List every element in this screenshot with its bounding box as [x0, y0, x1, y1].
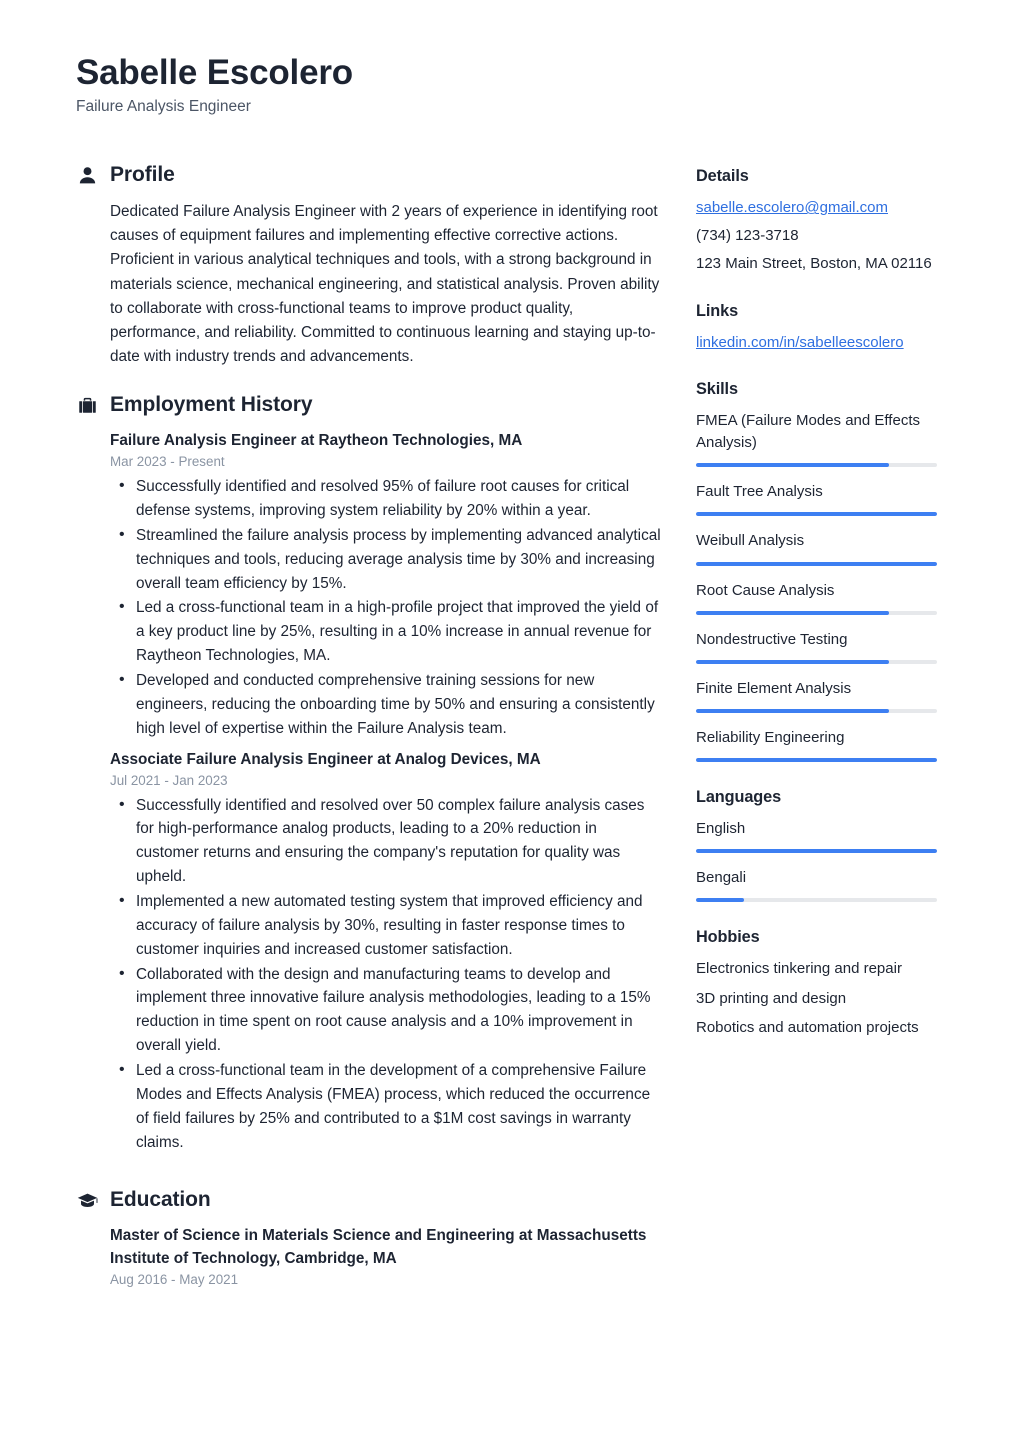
skill-level-bar [696, 463, 937, 467]
language-level-bar [696, 898, 937, 902]
sidebar-section-links [696, 302, 960, 355]
bullet-item: • Successfully identified and resolved over 50 complex failure analysis cases for high-performance analog products, leading to a 20% reduction in customer returns and ensuring the company's reputation for quality was upheld. [110, 794, 664, 889]
bullet-item: • Developed and conducted comprehensive training sessions for new engineers, reducing the onboarding time by 50% and ensuring a consistently high level of expertise within the Failure Analysis team. [110, 669, 664, 741]
language-label: Bengali [696, 868, 747, 886]
section-title-education: Education [110, 1188, 211, 1212]
skill-level-bar [696, 709, 937, 713]
section-header-education [76, 1188, 664, 1212]
briefcase-icon [76, 394, 98, 416]
email-link[interactable]: sabelle.escolero@gmail.com [696, 199, 888, 217]
skill-label: Root Cause Analysis [696, 581, 835, 599]
phone-number: (734) 123-3718 [696, 226, 799, 244]
employment-entry-title: Failure Analysis Engineer at Raytheon Technologies, MA [110, 432, 523, 450]
education-entry [110, 1225, 664, 1289]
sidebar-section-hobbies [696, 928, 960, 1040]
employment-entry-title: Associate Failure Analysis Engineer at Analog Devices, MA [110, 750, 541, 768]
sidebar-title-details: Details [696, 167, 749, 186]
hobby-item: 3D printing and design [696, 989, 847, 1007]
section-header-profile [76, 163, 664, 187]
sidebar-section-details [696, 167, 960, 275]
profile-summary-text: Dedicated Failure Analysis Engineer with 2 years of experience in identifying root causes of equipment failures and implementing effective corrective actions. Proficient in various analytical techniques and tools, with a strong background in materials science, mechanical engineering, and statistical analysis. Proven ability to collaborate with cross-functional teams to improve product quality, performance, and reliability. Committed to continuous learning and staying up-to-date with industry trends and advancements. [110, 203, 660, 366]
skill-item [696, 629, 960, 664]
hobby-item: Robotics and automation projects [696, 1019, 919, 1037]
skill-level-bar [696, 512, 937, 516]
section-title-employment: Employment History [110, 393, 313, 417]
skill-item [696, 530, 960, 565]
section-header-employment [76, 393, 664, 417]
skill-label: Weibull Analysis [696, 532, 805, 550]
main-column [76, 163, 664, 1313]
skill-level-fill [696, 660, 889, 664]
skill-item [696, 678, 960, 713]
skill-level-fill [696, 463, 889, 467]
skill-level-bar [696, 758, 937, 762]
skill-level-fill [696, 512, 937, 516]
section-employment-history [76, 393, 664, 1154]
language-item [696, 818, 960, 853]
education-entry-date: Aug 2016 - May 2021 [110, 1271, 239, 1287]
skill-label: Nondestructive Testing [696, 630, 848, 648]
skill-level-fill [696, 709, 889, 713]
section-body-education [76, 1225, 664, 1289]
skill-item [696, 410, 960, 467]
skill-item [696, 580, 960, 615]
resume-header [76, 52, 960, 117]
graduation-cap-icon [76, 1189, 98, 1211]
employment-entry-date: Jul 2021 - Jan 2023 [110, 772, 228, 788]
bullet-item: • Led a cross-functional team in the development of a comprehensive Failure Modes and Effects Analysis (FMEA) process, which reduced the occurrence of field failures by 25% and contributed to a $1M cost savings in warranty claims. [110, 1059, 664, 1154]
skill-level-bar [696, 562, 937, 566]
skill-level-bar [696, 611, 937, 615]
bullet-item: • Streamlined the failure analysis process by implementing advanced analytical techniques and tools, reducing average analysis time by 30% and increasing overall team efficiency by 15%. [110, 524, 664, 596]
sidebar-title-hobbies: Hobbies [696, 927, 760, 946]
skill-label: FMEA (Failure Modes and Effects Analysis) [696, 412, 920, 452]
sidebar-title-languages: Languages [696, 787, 782, 806]
skill-level-fill [696, 562, 937, 566]
education-entry-title: Master of Science in Materials Science and Engineering at Massachusetts Institute of Technology, Cambridge, MA [110, 1227, 647, 1267]
employment-entry [110, 749, 664, 1155]
bullet-item: • Implemented a new automated testing system that improved efficiency and accuracy of failure analysis by 30%, resulting in faster response times to customer inquiries and increased customer satisfaction. [110, 890, 664, 962]
section-education [76, 1188, 664, 1289]
hobby-item: Electronics tinkering and repair [696, 959, 902, 977]
section-body-profile [76, 200, 664, 369]
section-title-profile: Profile [110, 163, 175, 187]
language-level-bar [696, 849, 937, 853]
sidebar-title-skills: Skills [696, 380, 738, 399]
language-level-fill [696, 849, 937, 853]
employment-entry [110, 430, 664, 740]
candidate-job-title: Failure Analysis Engineer [76, 98, 251, 115]
address: 123 Main Street, Boston, MA 02116 [696, 254, 932, 272]
skill-level-fill [696, 611, 889, 615]
person-icon [76, 164, 98, 186]
language-label: English [696, 819, 746, 837]
skill-label: Finite Element Analysis [696, 679, 852, 697]
skill-item [696, 727, 960, 762]
sidebar-section-languages [696, 788, 960, 902]
skill-label: Fault Tree Analysis [696, 483, 823, 501]
sidebar-section-skills [696, 380, 960, 761]
employment-entry-bullets [110, 794, 664, 1155]
language-level-fill [696, 898, 744, 902]
section-body-employment [76, 430, 664, 1154]
skill-level-bar [696, 660, 937, 664]
sidebar-title-links: Links [696, 301, 739, 320]
language-item [696, 867, 960, 902]
linkedin-link[interactable]: linkedin.com/in/sabelleescolero [696, 333, 904, 351]
resume-body [76, 163, 960, 1313]
sidebar-column [696, 163, 960, 1066]
employment-entry-bullets [110, 475, 664, 740]
section-profile [76, 163, 664, 369]
bullet-item: • Led a cross-functional team in a high-profile project that improved the yield of a key product line by 25%, resulting in a 10% increase in annual revenue for Raytheon Technologies, MA. [110, 596, 664, 668]
skill-item [696, 481, 960, 516]
employment-entry-date: Mar 2023 - Present [110, 454, 225, 470]
bullet-item: • Successfully identified and resolved 95% of failure root causes for critical defense systems, improving system reliability by 20% within a year. [110, 475, 664, 523]
skill-level-fill [696, 758, 937, 762]
skill-label: Reliability Engineering [696, 728, 845, 746]
bullet-item: • Collaborated with the design and manufacturing teams to develop and implement three innovative failure analysis methodologies, leading to a 15% reduction in time spent on root cause analysis and a 10% improvement in overall yield. [110, 963, 664, 1058]
candidate-name: Sabelle Escolero [76, 53, 353, 92]
